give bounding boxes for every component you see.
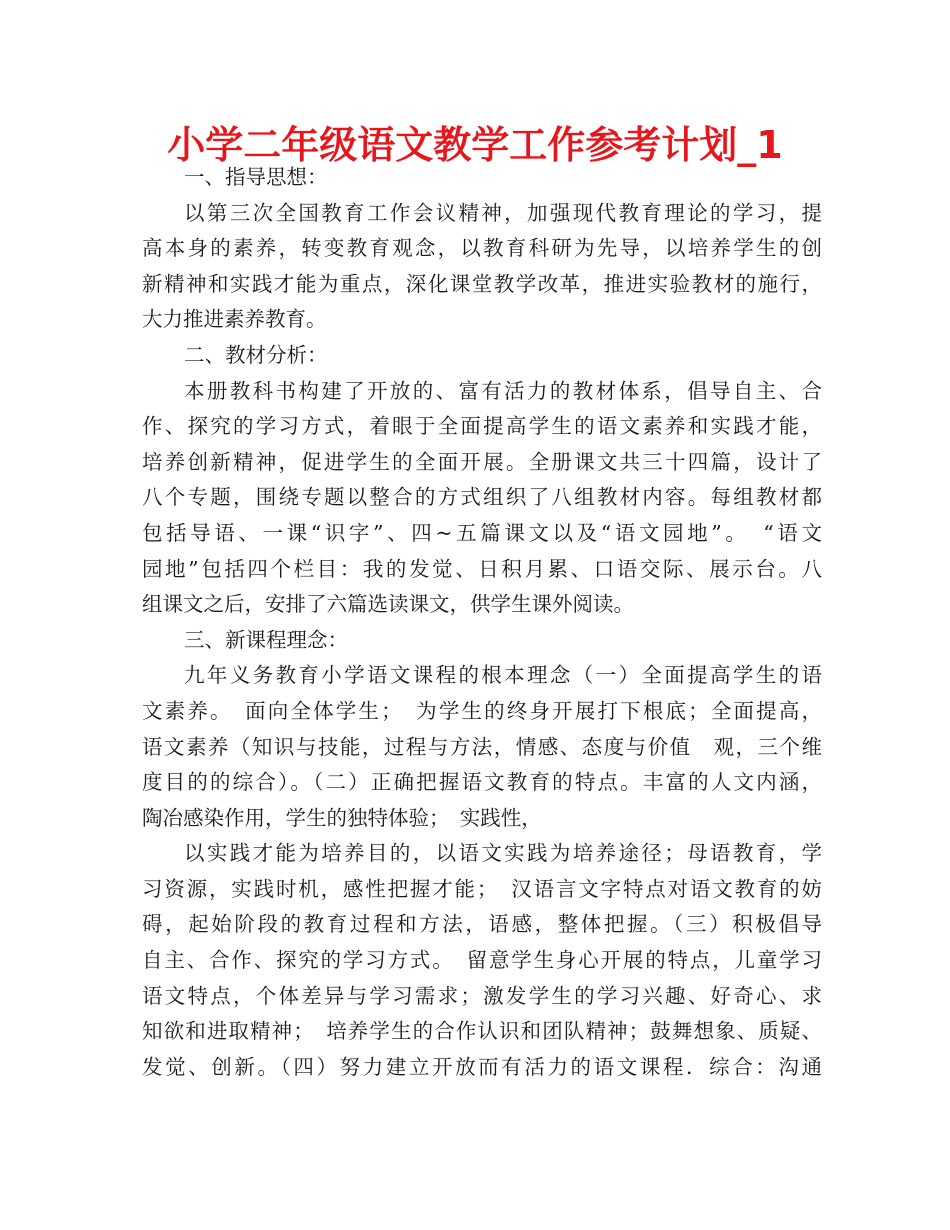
text-line: 三、新课程理念：	[184, 627, 348, 652]
text-line: 八个专题，围绕专题以整合的方式组织了八组教材内容。每组教材都	[142, 485, 822, 510]
text-line: 文素养。 面向全体学生； 为学生的终身开展打下根底；全面提高，	[142, 698, 822, 723]
text-line: 碍，起始阶段的教育过程和方法，语感，整体把握。（三）积极倡导	[142, 912, 822, 937]
text-line: 语文特点，个体差异与学习需求；激发学生的学习兴趣、好奇心、求	[142, 983, 822, 1008]
document-title: 小学二年级语文教学工作参考计划_1	[167, 123, 783, 167]
text-line: 发觉、创新。（四）努力建立开放而有活力的语文课程．综合：沟通	[142, 1054, 822, 1079]
text-line: 语文素养（知识与技能，过程与方法，情感、态度与价值 观，三个维	[142, 734, 822, 759]
text-line: 以第三次全国教育工作会议精神，加强现代教育理论的学习，提	[184, 200, 822, 225]
text-line: 新精神和实践才能为重点，深化课堂教学改革，推进实验教材的施行，	[142, 271, 822, 296]
text-line: 一、指导思想：	[184, 165, 328, 189]
text-line: 本册教科书构建了开放的、富有活力的教材体系，倡导自主、合	[184, 378, 822, 403]
text-line: 九年义务教育小学语文课程的根本理念（一）全面提高学生的语	[184, 663, 822, 688]
text-line: 组课文之后，安排了六篇选读课文，供学生课外阅读。	[142, 592, 634, 617]
text-line: 习资源，实践时机，感性把握才能； 汉语言文字特点对语文教育的妨	[142, 876, 822, 901]
text-line: 自主、合作、探究的学习方式。 留意学生身心开展的特点，儿童学习	[142, 948, 822, 973]
text-line: 高本身的素养，转变教育观念，以教育科研为先导，以培养学生的创	[142, 236, 822, 261]
text-line: 二、教材分析：	[184, 342, 328, 367]
text-line: 园地”包括四个栏目：我的发觉、日积月累、口语交际、展示台。八	[142, 556, 822, 581]
text-line: 包括导语、一课“识字”、四~五篇课文以及“语文园地”。 “语文	[142, 520, 822, 545]
text-line: 培养创新精神，促进学生的全面开展。全册课文共三十四篇，设计了	[142, 449, 822, 474]
document-body	[142, 160, 822, 1085]
text-line: 以实践才能为培养目的，以语文实践为培养途径；母语教育，学	[184, 841, 822, 866]
text-line: 大力推进素养教育。	[142, 307, 327, 332]
text-line: 度目的的综合）。（二）正确把握语文教育的特点。丰富的人文内涵，	[142, 770, 822, 795]
text-line: 作、探究的学习方式，着眼于全面提高学生的语文素养和实践才能，	[142, 414, 822, 439]
text-line: 陶冶感染作用，学生的独特体验； 实践性，	[142, 805, 542, 830]
text-line: 知欲和进取精神； 培养学生的合作认识和团队精神；鼓舞想象、质疑、	[142, 1019, 822, 1044]
